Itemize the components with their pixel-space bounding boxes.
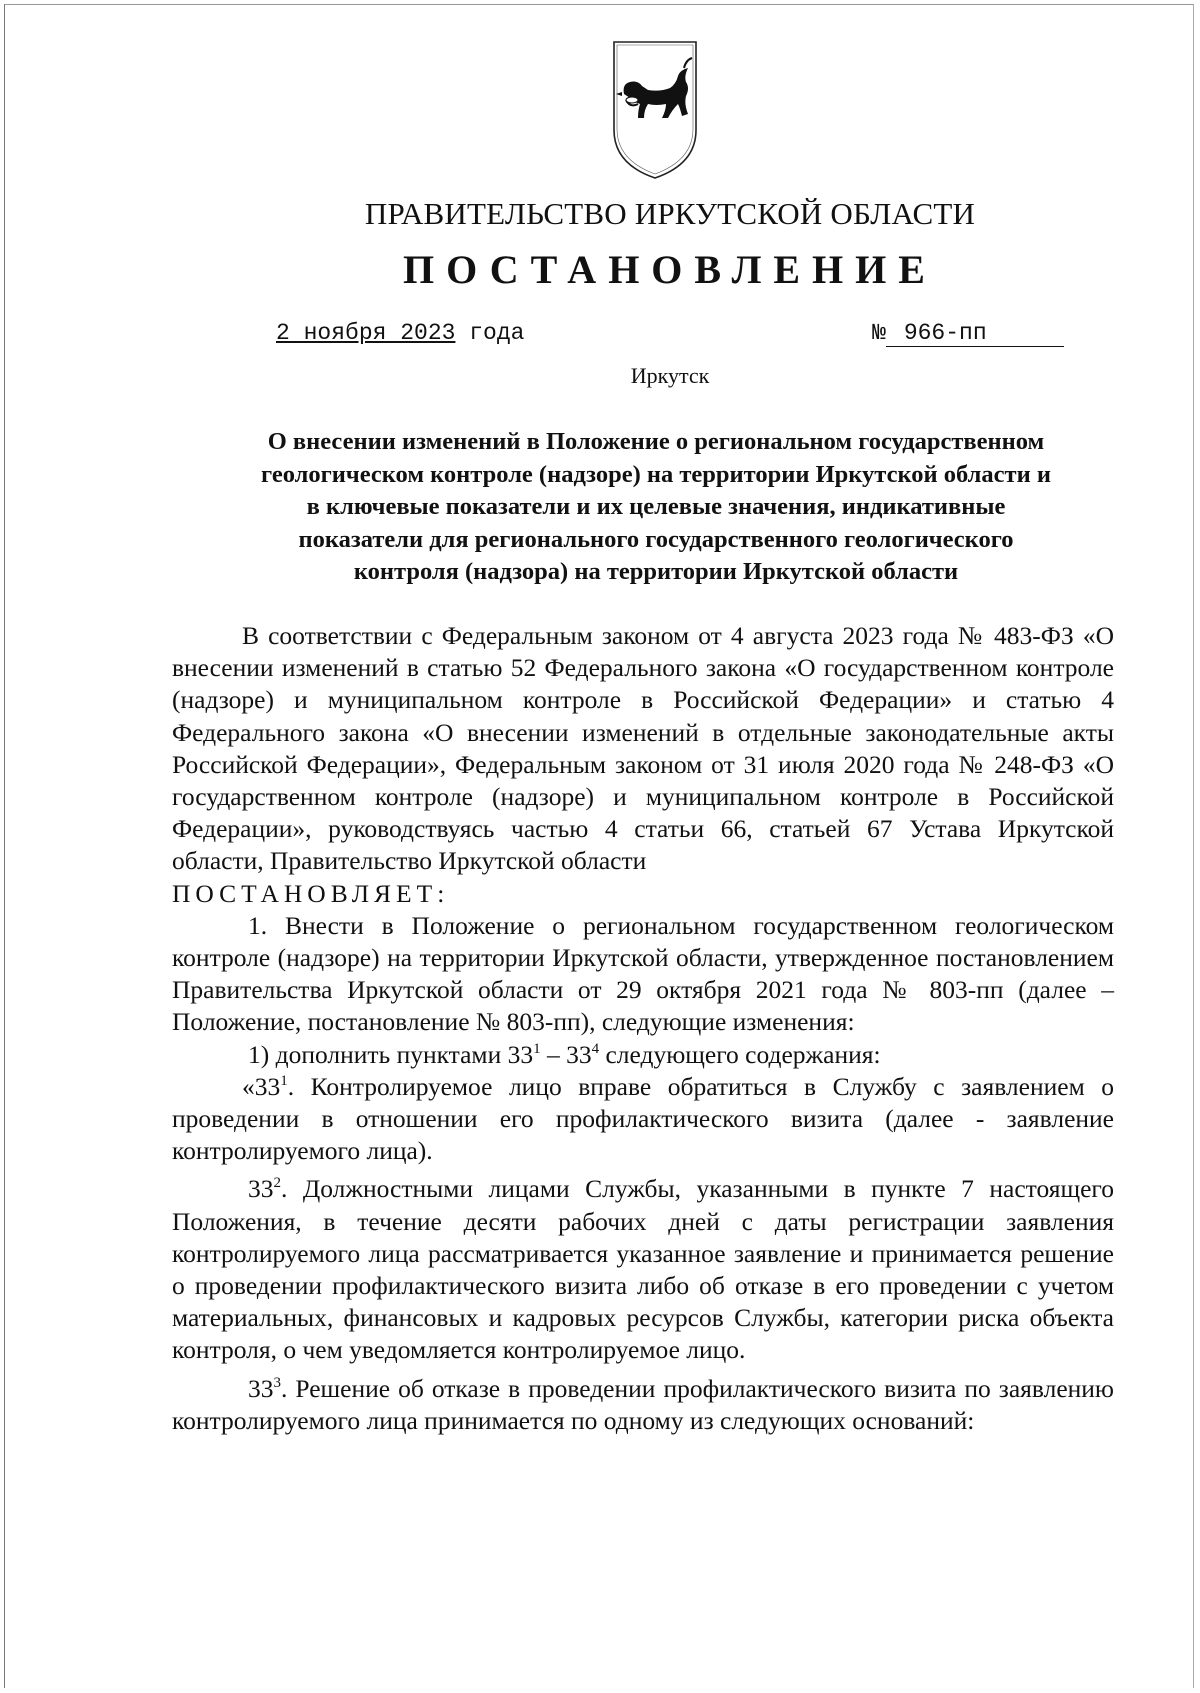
decree-date xyxy=(276,320,524,346)
clause-33-1-paragraph: «$33^1$. Контролируемое лицо вправе обратиться в Службу с заявлением о проведении в отношении его профилактического визита (далее - заявление контролируемого лица). xyxy=(172,1071,1114,1166)
item-1-paragraph: 1. Внести в Положение о региональном государственном геологическом контроле (надзоре) на территории Иркутской области, утвержденное постановлением Правительства Иркутской области от 29 октября 2021 года № 803-пп (далее – Положение, постановление № 803-пп), следующие изменения: xyxy=(172,910,1114,1037)
irkutsk-coat-of-arms-emblem xyxy=(608,38,702,182)
title-line: контроля (надзора) на территории Иркутской области xyxy=(353,558,959,585)
title-line: в ключевые показатели и их целевые значения, индикативные xyxy=(306,493,1006,520)
decree-title xyxy=(172,426,1140,589)
decree-word: ПОСТАНОВЛЯЕТ: xyxy=(172,878,450,908)
subitem-1-paragraph: 1) дополнить пунктами $33^1 - 33^4$ следующего содержания: xyxy=(248,1039,881,1069)
city: Иркутск xyxy=(630,363,710,388)
preamble-paragraph: В соответствии с Федеральным законом от 4 августа 2023 года № 483-ФЗ «О внесении изменений в статью 52 Федерального закона «О государственном контроле (надзоре) и муниципальном контроле в Российской Федерации» и статью 4 Федерального закона «О внесении изменений в отдельные законодательные акты Российской Федерации», Федеральным законом от 31 июля 2020 года № 248-ФЗ «О государственном контроле (надзоре) и муниципальном контроле в Российской Федерации», руководствуясь частью 4 статьи 66, статьей 67 Устава Иркутской области, Правительство Иркутской области xyxy=(172,621,1114,876)
number-value: 966-пп xyxy=(886,320,1064,347)
date-suffix: года xyxy=(455,320,525,346)
clause-33-2-paragraph: $33^2$. Должностными лицами Службы, указанными в пункте 7 настоящего Положения, в течение десяти рабочих дней с даты регистрации заявления контролируемого лица рассматривается указанное заявление и принимается решение о проведении профилактического визита либо об отказе в его проведении с учетом материальных, финансовых и кадровых ресурсов Службы, категории риска объекта контроля, о чем уведомляется контролируемое лицо. xyxy=(172,1174,1114,1365)
number-prefix: № xyxy=(872,320,886,346)
title-line: показатели для регионального государственного геологического xyxy=(298,525,1014,553)
date-value: 2 ноября 2023 xyxy=(276,320,456,346)
government-name: ПРАВИТЕЛЬСТВО ИРКУТСКОЙ ОБЛАСТИ xyxy=(364,196,976,231)
title-line: геологическом контроле (надзоре) на территории Иркутской области и xyxy=(261,460,1051,488)
document-type: ПОСТАНОВЛЕНИЕ xyxy=(403,247,937,292)
decree-body xyxy=(172,620,1114,1437)
decree-number xyxy=(872,320,1064,347)
clause-33-3-paragraph: $33^3$. Решение об отказе в проведении профилактического визита по заявлению контролируемого лица принимается по одному из следующих оснований: xyxy=(172,1373,1114,1435)
title-line: О внесении изменений в Положение о региональном государственном xyxy=(267,428,1045,455)
